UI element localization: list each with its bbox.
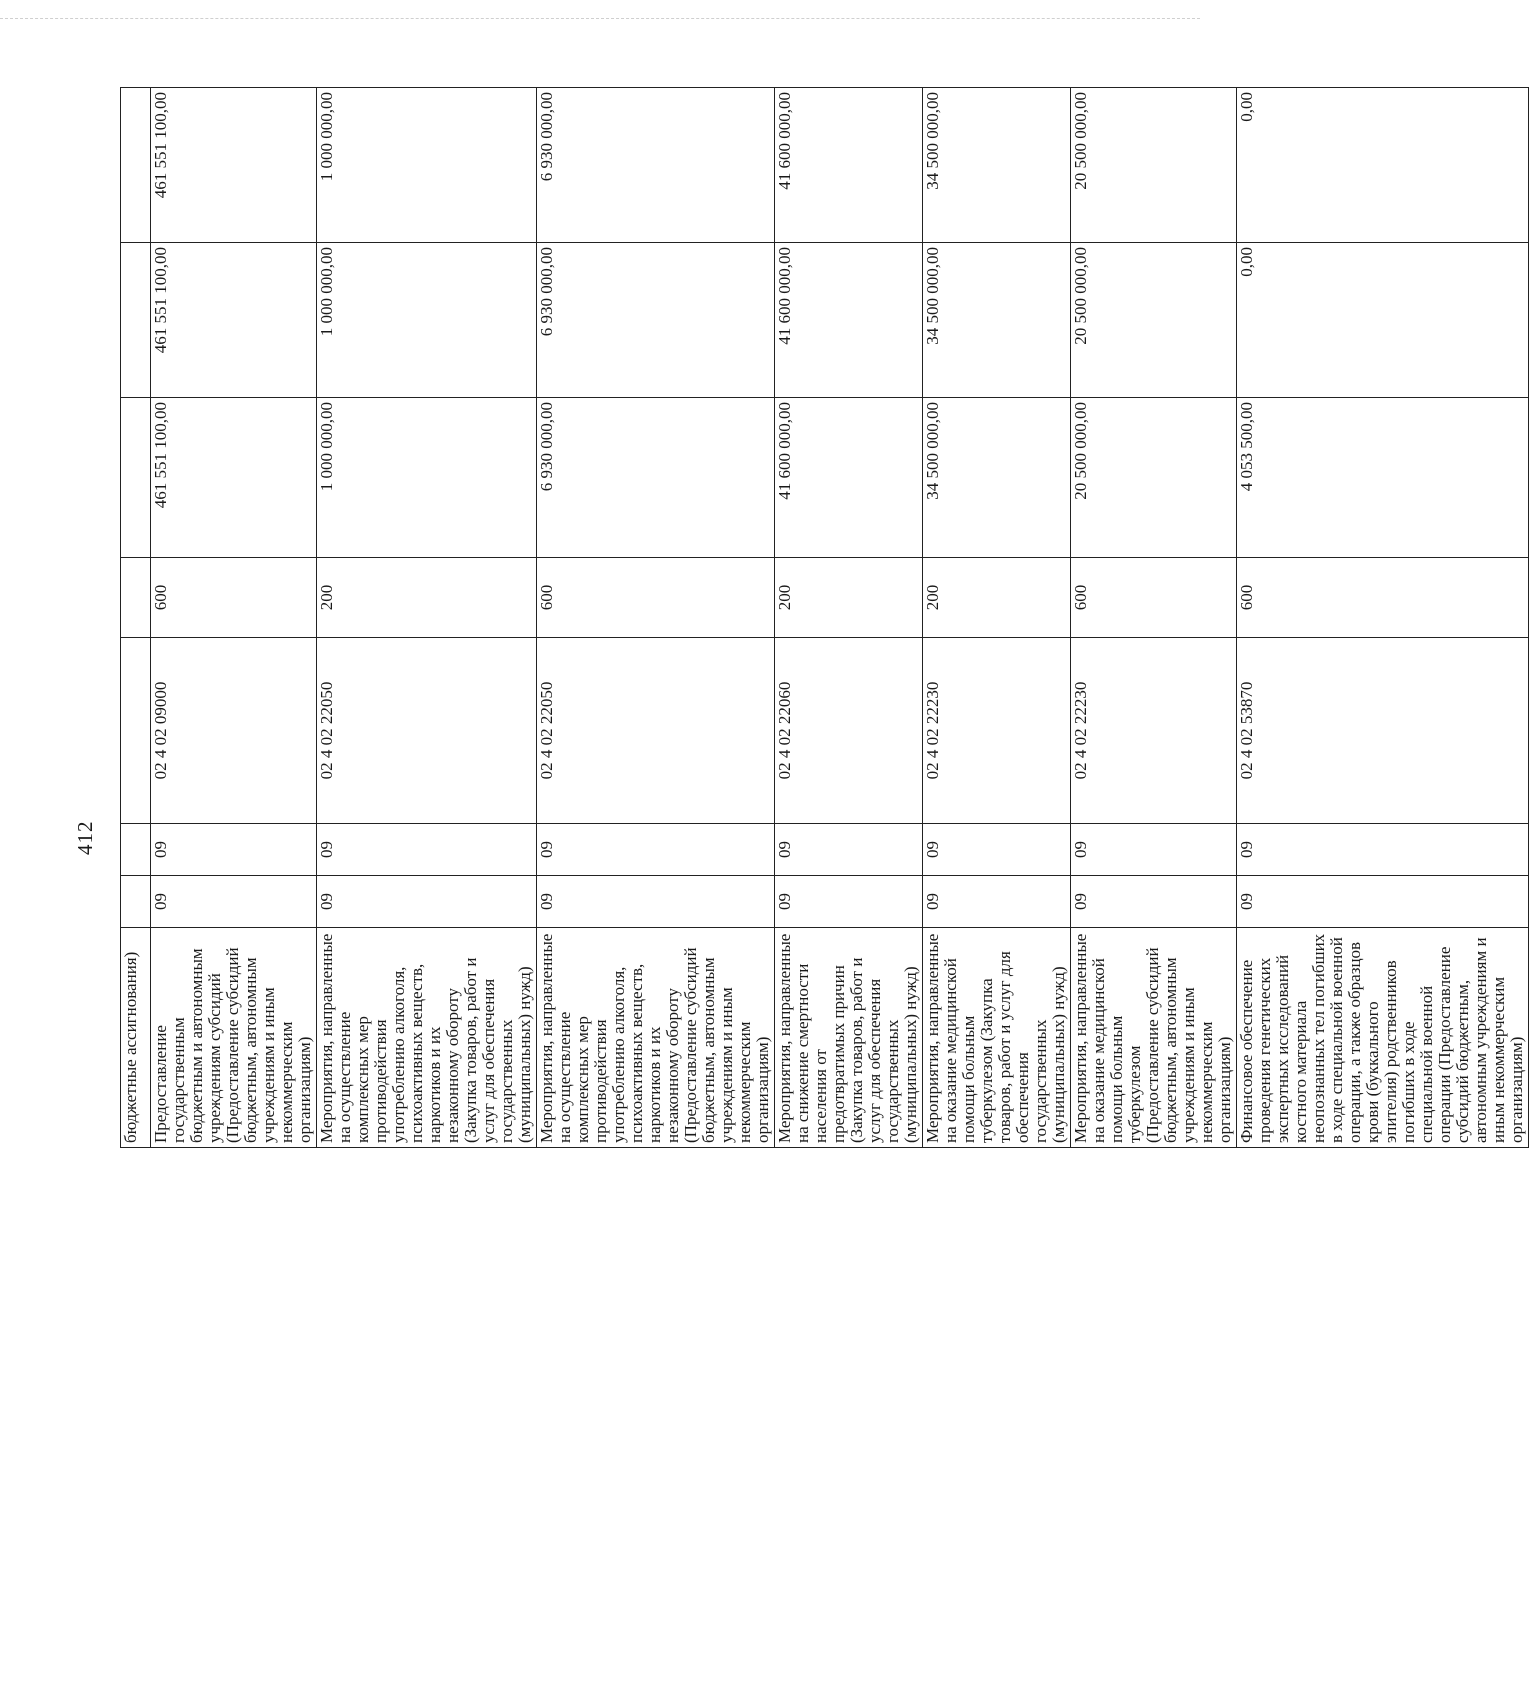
amount-cell: 41 600 000,00 bbox=[775, 88, 923, 243]
empty-cell bbox=[121, 824, 151, 876]
row-description: Мероприятия, направленные на снижение смертности населения от предотвратимых причин (Закупка товаров, работ и услуг для обеспечения государственных (муниципальных) нужд) bbox=[775, 928, 923, 1148]
section-code: 09 bbox=[537, 876, 775, 928]
target-code: 02 4 02 22060 bbox=[775, 638, 923, 824]
subsection-code: 09 bbox=[151, 824, 317, 876]
target-code: 02 4 02 22230 bbox=[923, 638, 1071, 824]
amount-cell: 1 000 000,00 bbox=[317, 243, 537, 398]
target-code: 02 4 02 53870 bbox=[1237, 638, 1529, 824]
amount-cell: 6 930 000,00 bbox=[537, 398, 775, 558]
amount-cell: 34 500 000,00 bbox=[923, 398, 1071, 558]
subsection-code: 09 bbox=[1237, 824, 1529, 876]
subsection-code: 09 bbox=[775, 824, 923, 876]
table-row bbox=[151, 88, 317, 1148]
empty-cell bbox=[121, 638, 151, 824]
amount-cell: 1 000 000,00 bbox=[317, 88, 537, 243]
target-code: 02 4 02 09000 bbox=[151, 638, 317, 824]
row-description: Предоставление государственным бюджетным и автономным учреждениям субсидий (Предоставление субсидий бюджетным, автономным учреждениям и иным некоммерческим организациям) bbox=[151, 928, 317, 1148]
scan-edge bbox=[0, 0, 1200, 19]
table-row bbox=[537, 88, 775, 1148]
table-row bbox=[1237, 88, 1529, 1148]
table-row bbox=[317, 88, 537, 1148]
target-code: 02 4 02 22050 bbox=[537, 638, 775, 824]
row-description: Мероприятия, направленные на осуществление комплексных мер противодействия употреблению алкоголя, психоактивных веществ, наркотиков и их незаконному обороту (Предоставление субсидий бюджетным, автономным учреждениям и иным некоммерческим организациям) bbox=[537, 928, 775, 1148]
row-description: Мероприятия, направленные на оказание медицинской помощи больным туберкулезом (Предоставление субсидий бюджетным, автономным учреждениям и иным некоммерческим организациям) bbox=[1071, 928, 1237, 1148]
row-description: Мероприятия, направленные на осуществление комплексных мер противодействия употреблению алкоголя, психоактивных веществ, наркотиков и их незаконному обороту (Закупка товаров, работ и услуг для обеспечения государственных (муниципальных) нужд) bbox=[317, 928, 537, 1148]
section-code: 09 bbox=[1071, 876, 1237, 928]
amount-cell: 20 500 000,00 bbox=[1071, 398, 1237, 558]
amount-cell: 0,00 bbox=[1237, 88, 1529, 243]
amount-cell: 461 551 100,00 bbox=[151, 88, 317, 243]
empty-cell bbox=[121, 876, 151, 928]
subsection-code: 09 bbox=[923, 824, 1071, 876]
amount-cell: 6 930 000,00 bbox=[537, 243, 775, 398]
target-code: 02 4 02 22050 bbox=[317, 638, 537, 824]
subsection-code: 09 bbox=[1071, 824, 1237, 876]
expense-type-code: 200 bbox=[775, 558, 923, 638]
empty-cell bbox=[121, 398, 151, 558]
amount-cell: 4 053 500,00 bbox=[1237, 398, 1529, 558]
empty-cell bbox=[121, 243, 151, 398]
budget-table-frame bbox=[120, 88, 1526, 1148]
table-row bbox=[121, 88, 151, 1148]
amount-cell: 461 551 100,00 bbox=[151, 398, 317, 558]
subsection-code: 09 bbox=[317, 824, 537, 876]
target-code: 02 4 02 22230 bbox=[1071, 638, 1237, 824]
table-row bbox=[1071, 88, 1237, 1148]
row-description: Мероприятия, направленные на оказание медицинской помощи больным туберкулезом (Закупка товаров, работ и услуг для обеспечения государственных (муниципальных) нужд) bbox=[923, 928, 1071, 1148]
amount-cell: 0,00 bbox=[1237, 243, 1529, 398]
table-row bbox=[923, 88, 1071, 1148]
amount-cell: 20 500 000,00 bbox=[1071, 88, 1237, 243]
section-code: 09 bbox=[317, 876, 537, 928]
amount-cell: 41 600 000,00 bbox=[775, 398, 923, 558]
expense-type-code: 600 bbox=[1237, 558, 1529, 638]
continuation-cell: бюджетные ассигнования) bbox=[121, 928, 151, 1148]
amount-cell: 6 930 000,00 bbox=[537, 88, 775, 243]
table-row bbox=[775, 88, 923, 1148]
section-code: 09 bbox=[923, 876, 1071, 928]
expense-type-code: 200 bbox=[923, 558, 1071, 638]
subsection-code: 09 bbox=[537, 824, 775, 876]
page-number: 412 bbox=[73, 820, 97, 855]
section-code: 09 bbox=[1237, 876, 1529, 928]
empty-cell bbox=[121, 88, 151, 243]
expense-type-code: 200 bbox=[317, 558, 537, 638]
section-code: 09 bbox=[151, 876, 317, 928]
amount-cell: 41 600 000,00 bbox=[775, 243, 923, 398]
empty-cell bbox=[121, 558, 151, 638]
expense-type-code: 600 bbox=[1071, 558, 1237, 638]
expense-type-code: 600 bbox=[537, 558, 775, 638]
amount-cell: 1 000 000,00 bbox=[317, 398, 537, 558]
expense-type-code: 600 bbox=[151, 558, 317, 638]
amount-cell: 34 500 000,00 bbox=[923, 88, 1071, 243]
amount-cell: 34 500 000,00 bbox=[923, 243, 1071, 398]
amount-cell: 461 551 100,00 bbox=[151, 243, 317, 398]
row-description: Финансовое обеспечение проведения генетических экспертных исследований костного материала неопознанных тел погибших в ходе специальной военной операции, а также образцов крови (буккального эпителия) родственников погибших в ходе специальной военной операции (Предоставление субсидий бюджетным, автономным учреждениям и иным некоммерческим организациям) bbox=[1237, 928, 1529, 1148]
amount-cell: 20 500 000,00 bbox=[1071, 243, 1237, 398]
section-code: 09 bbox=[775, 876, 923, 928]
budget-table bbox=[120, 87, 1529, 1148]
